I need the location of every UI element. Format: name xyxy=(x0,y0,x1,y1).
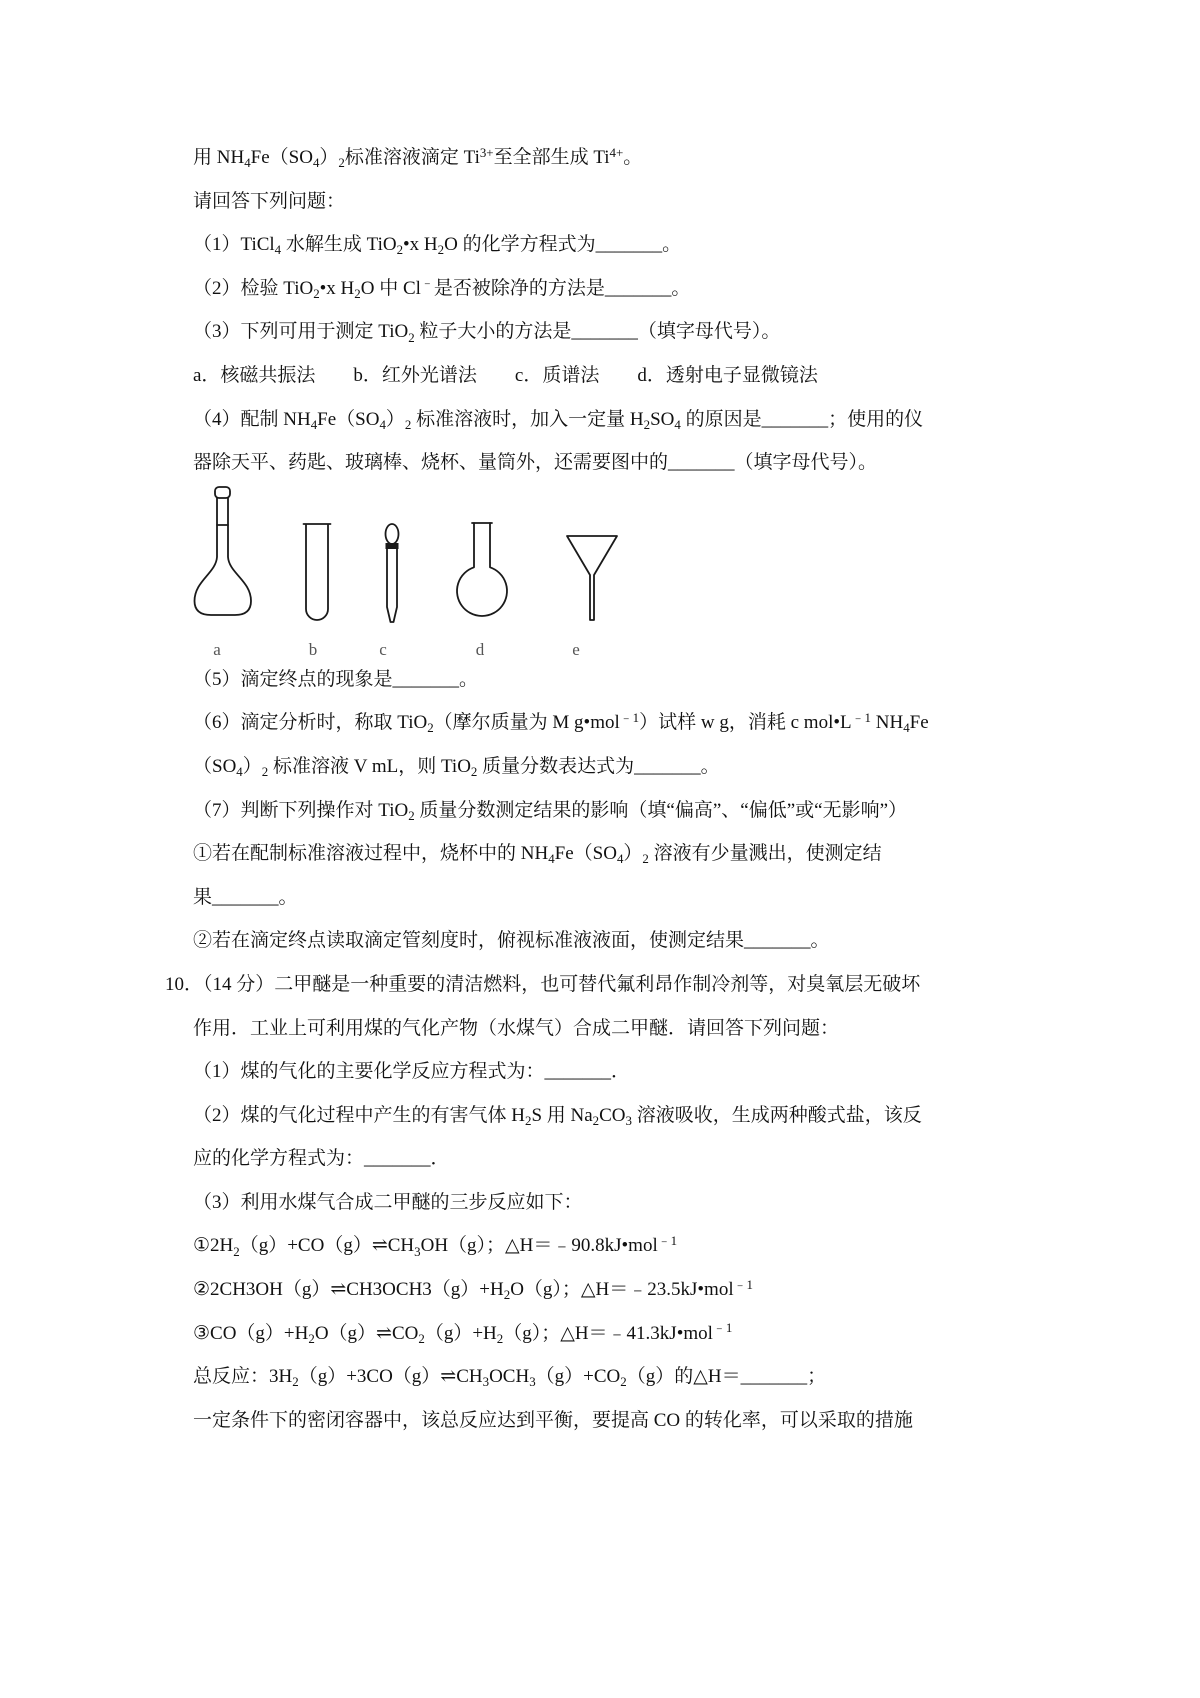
text-run: （3）下列可用于测定 TiO xyxy=(193,321,409,343)
subscript: 4 xyxy=(312,155,320,171)
subscript: 3 xyxy=(625,1112,632,1128)
text-run: •x H xyxy=(319,277,355,299)
subscript: 2 xyxy=(437,242,445,258)
subscript: 3 xyxy=(529,1374,536,1390)
text-run: （SO xyxy=(193,755,237,777)
question-9-continued xyxy=(193,136,1013,485)
text-run: Fe xyxy=(909,712,929,734)
text-line xyxy=(193,1007,1013,1051)
subscript: 2 xyxy=(292,1374,299,1390)
text-line xyxy=(193,180,1013,224)
text-line xyxy=(193,701,1013,745)
text-run: （7）判断下列操作对 TiO xyxy=(193,799,409,821)
subscript: 2 xyxy=(418,1330,425,1346)
text-line xyxy=(193,267,1013,311)
text-run: 溶液吸收，生成两种酸式盐，该反 xyxy=(631,1104,922,1126)
text-run: ③CO（g）+H xyxy=(193,1322,309,1344)
text-run: 标准溶液 V mL，则 TiO xyxy=(268,755,471,777)
subscript: 2 xyxy=(503,1287,511,1303)
text-run: 标准溶液滴定 Ti xyxy=(344,147,480,168)
subscript: 2 xyxy=(313,285,320,301)
text-run: 器除天平、药匙、玻璃棒、烧杯、量筒外，还需要图中的_______（填字母代号）。 xyxy=(193,452,878,474)
test-tube-icon xyxy=(304,524,331,620)
text-run: 10．（14 分）二甲醚是一种重要的清洁燃料，也可替代氟利昂作制冷剂等，对臭氧层无破坏 xyxy=(165,973,921,995)
text-run: O（g）；△H＝﹣23.5kJ•mol xyxy=(510,1279,734,1301)
text-run: O 的化学方程式为_______。 xyxy=(444,234,682,256)
subscript: 2 xyxy=(524,1112,532,1128)
text-run: ） xyxy=(623,843,643,865)
subscript: 3 xyxy=(414,1243,421,1259)
text-run: 应的化学方程式为：_______． xyxy=(193,1148,450,1170)
text-run: 质量分数表达式为_______。 xyxy=(477,755,720,777)
text-run: 果_______。 xyxy=(193,886,298,908)
text-run: （g）+CO xyxy=(535,1366,621,1388)
text-line xyxy=(193,1312,1013,1356)
round-bottom-flask-icon xyxy=(457,523,507,616)
text-run: ） xyxy=(319,147,339,168)
text-run: （摩尔质量为 M g•mol xyxy=(433,712,620,734)
text-line xyxy=(193,1399,1013,1443)
text-line xyxy=(193,441,1013,485)
text-run: 。 xyxy=(623,147,643,168)
subscript: 2 xyxy=(620,1374,627,1390)
text-run: Fe（SO xyxy=(317,408,380,430)
text-line xyxy=(193,310,1013,354)
text-run: 是否被除净的方法是_______。 xyxy=(433,277,691,299)
subscript: 2 xyxy=(408,329,415,345)
figure-label-c: c xyxy=(379,639,387,659)
text-run: （g）的△H＝_______； xyxy=(626,1366,827,1388)
text-run: （5）滴定终点的现象是_______。 xyxy=(193,668,479,690)
subscript: 2 xyxy=(643,416,651,432)
question-10-heading xyxy=(165,963,1013,1007)
text-run: ）试样 w g，消耗 c mol•L xyxy=(639,712,852,734)
text-line xyxy=(193,354,1013,398)
text-run: （1）TiCl xyxy=(193,234,275,256)
figure-label-e: e xyxy=(572,639,580,659)
subscript: 2 xyxy=(642,851,649,867)
text-run: 质量分数测定结果的影响（填“偏高”、“偏低”或“无影响”） xyxy=(414,799,908,821)
text-line xyxy=(193,1050,1013,1094)
text-line xyxy=(193,1224,1013,1268)
text-run: Fe（SO xyxy=(554,843,617,865)
text-run: ①2H xyxy=(193,1235,234,1257)
text-run: 作用．工业上可利用煤的气化产物（水煤气）合成二甲醚．请回答下列问题： xyxy=(193,1017,840,1039)
text-run: ） xyxy=(385,408,405,430)
subscript: 2 xyxy=(308,1330,315,1346)
text-run: O（g）⇌CO xyxy=(314,1322,419,1344)
text-line xyxy=(193,223,1013,267)
text-run: （2）检验 TiO xyxy=(193,277,314,299)
text-run: 请回答下列问题： xyxy=(193,190,346,212)
glassware-svg xyxy=(193,485,653,658)
text-line xyxy=(193,658,1013,702)
subscript: 4 xyxy=(379,416,386,432)
text-run: ） xyxy=(242,755,262,777)
text-run: O 中 Cl xyxy=(360,277,421,299)
text-run: ②若在滴定终点读取滴定管刻度时，俯视标准液液面，使测定结果_______。 xyxy=(193,930,830,952)
text-run: a．核磁共振法 b．红外光谱法 c．质谱法 d．透射电子显微镜法 xyxy=(193,364,818,386)
document-body xyxy=(165,136,1013,1442)
text-run: 的原因是_______；使用的仪 xyxy=(680,408,924,430)
text-run: 水解生成 TiO xyxy=(281,234,397,256)
text-run: ②2CH3OH（g）⇌CH3OCH3（g）+H xyxy=(193,1279,504,1301)
glassware-figure xyxy=(193,485,1013,658)
text-run: SO xyxy=(650,408,675,430)
funnel-icon xyxy=(567,536,617,620)
subscript: 4 xyxy=(674,416,681,432)
superscript: ﹣1 xyxy=(851,709,871,725)
subscript: 2 xyxy=(338,155,345,171)
text-run: （2）煤的气化过程中产生的有害气体 H xyxy=(193,1104,525,1126)
subscript: 4 xyxy=(548,851,555,867)
text-run: 用 NH xyxy=(193,147,245,168)
superscript: ﹣1 xyxy=(619,709,640,725)
text-line xyxy=(193,398,1013,442)
text-run: （3）利用水煤气合成二甲醚的三步反应如下： xyxy=(193,1191,583,1213)
text-run: NH xyxy=(871,712,904,734)
text-line xyxy=(193,1094,1013,1138)
text-line xyxy=(193,832,1013,876)
subscript: 2 xyxy=(427,720,434,736)
text-run: S 用 Na xyxy=(531,1104,593,1126)
superscript: ﹣1 xyxy=(733,1276,753,1292)
text-run: Fe（SO xyxy=(250,147,313,168)
text-run: （g）；△H＝﹣41.3kJ•mol xyxy=(503,1322,713,1344)
text-line xyxy=(193,789,1013,833)
superscript: ﹣ xyxy=(420,275,434,291)
subscript: 2 xyxy=(592,1112,600,1128)
subscript: 2 xyxy=(233,1243,240,1259)
text-run: •x H xyxy=(403,234,438,256)
text-run: 总反应：3H xyxy=(193,1366,293,1388)
superscript: ﹣1 xyxy=(712,1320,733,1336)
subscript: 2 xyxy=(404,416,412,432)
subscript: 2 xyxy=(396,242,404,258)
subscript: 2 xyxy=(261,764,269,780)
subscript: 4 xyxy=(310,416,318,432)
question-9-subquestions xyxy=(193,658,1013,963)
text-run: OCH xyxy=(489,1366,530,1388)
text-run: OH（g）；△H＝﹣90.8kJ•mol xyxy=(420,1235,658,1257)
text-line xyxy=(193,876,1013,920)
question-10-body xyxy=(193,1007,1013,1443)
text-line xyxy=(193,1181,1013,1225)
figure-label-a: a xyxy=(213,639,221,659)
figure-label-b: b xyxy=(308,639,318,659)
subscript: 4 xyxy=(616,851,624,867)
figure-label-d: d xyxy=(475,639,485,659)
text-line xyxy=(193,1268,1013,1312)
dropper-icon xyxy=(386,524,399,622)
text-run: （4）配制 NH xyxy=(193,408,311,430)
text-run: 粒子大小的方法是_______（填字母代号）。 xyxy=(414,321,781,343)
text-line xyxy=(193,1137,1013,1181)
text-line xyxy=(193,1355,1013,1399)
subscript: 2 xyxy=(354,285,361,301)
subscript: 4 xyxy=(903,720,910,736)
text-run: （g）+H xyxy=(424,1322,497,1344)
text-run: （g）+3CO（g）⇌CH xyxy=(298,1366,483,1388)
text-run: CO xyxy=(599,1104,626,1126)
volumetric-flask-icon xyxy=(195,487,252,615)
text-run: （1）煤的气化的主要化学反应方程式为：_______． xyxy=(193,1061,631,1083)
subscript: 2 xyxy=(408,807,415,823)
text-run: ①若在配制标准溶液过程中，烧杯中的 NH xyxy=(193,843,549,865)
subscript: 4 xyxy=(236,764,243,780)
text-run: （6）滴定分析时，称取 TiO xyxy=(193,712,428,734)
text-line xyxy=(193,919,1013,963)
text-run: 一定条件下的密闭容器中，该总反应达到平衡，要提高 CO 的转化率，可以采取的措施 xyxy=(193,1409,913,1431)
subscript: 2 xyxy=(470,764,478,780)
text-run: 标准溶液时，加入一定量 H xyxy=(411,408,644,430)
text-line xyxy=(193,745,1013,789)
superscript: ﹣1 xyxy=(657,1233,678,1249)
subscript: 4 xyxy=(244,155,251,171)
text-line xyxy=(165,963,1013,1007)
subscript: 3 xyxy=(482,1374,490,1390)
text-run: （g）+CO（g）⇌CH xyxy=(239,1235,415,1257)
text-run: 溶液有少量溅出，使测定结 xyxy=(648,843,882,865)
subscript: 2 xyxy=(496,1330,504,1346)
text-run: 至全部生成 Ti xyxy=(493,147,610,168)
text-line xyxy=(193,136,1013,180)
superscript: 3+ xyxy=(479,144,494,160)
subscript: 4 xyxy=(274,242,282,258)
superscript: 4+ xyxy=(609,144,624,160)
